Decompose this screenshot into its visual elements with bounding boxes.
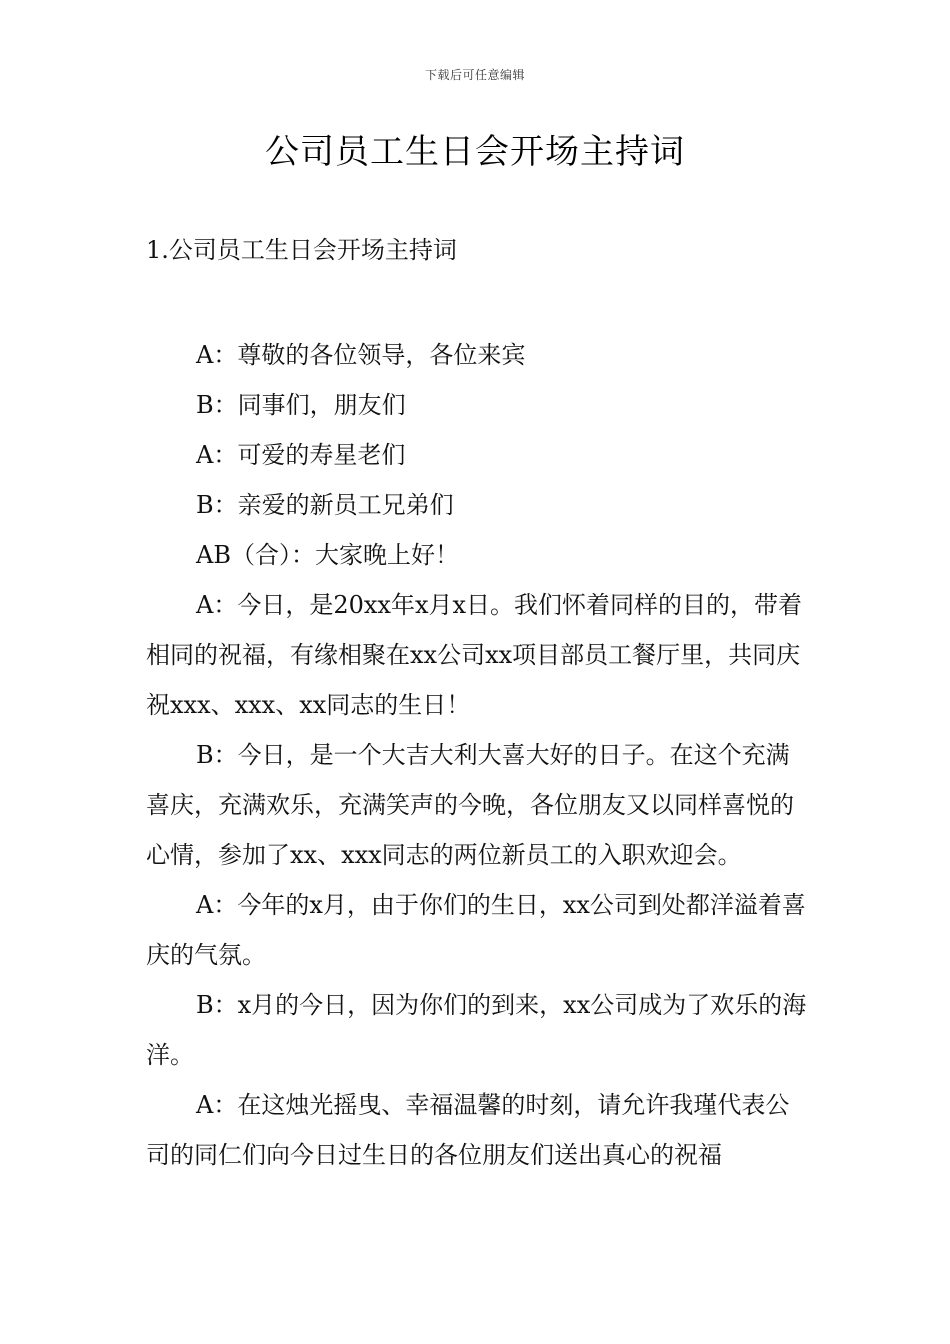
paragraph: B：亲爱的新员工兄弟们 (196, 491, 454, 519)
document-body (146, 330, 811, 1180)
paragraph: A：可爱的寿星老们 (196, 441, 406, 469)
header-note: 下载后可任意编辑 (424, 68, 525, 82)
paragraph: B：x月的今日，因为你们的到来，xx公司成为了欢乐的海洋。 (146, 991, 807, 1069)
paragraph: AB（合）：大家晚上好！ (196, 541, 459, 569)
paragraph: B：同事们，朋友们 (196, 391, 406, 419)
page-title: 公司员工生日会开场主持词 (265, 132, 685, 172)
paragraph: A：今日，是20xx年x月x日。我们怀着同样的目的，带着相同的祝福，有缘相聚在xx公司xx项目部员工餐厅里，共同庆祝xxx、xxx、xx同志的生日！ (146, 591, 803, 719)
paragraph: A：今年的x月，由于你们的生日，xx公司到处都洋溢着喜庆的气氛。 (146, 891, 806, 969)
paragraph: A：尊敬的各位领导，各位来宾 (196, 341, 526, 369)
paragraph: A：在这烛光摇曳、幸福温馨的时刻，请允许我瑾代表公司的同仁们向今日过生日的各位朋友们送出真心的祝福 (146, 1091, 790, 1169)
section-heading: 1.公司员工生日会开场主持词 (146, 236, 457, 264)
paragraph: B：今日，是一个大吉大利大喜大好的日子。在这个充满喜庆，充满欢乐，充满笑声的今晚，各位朋友又以同样喜悦的心情，参加了xx、xxx同志的两位新员工的入职欢迎会。 (146, 741, 794, 869)
